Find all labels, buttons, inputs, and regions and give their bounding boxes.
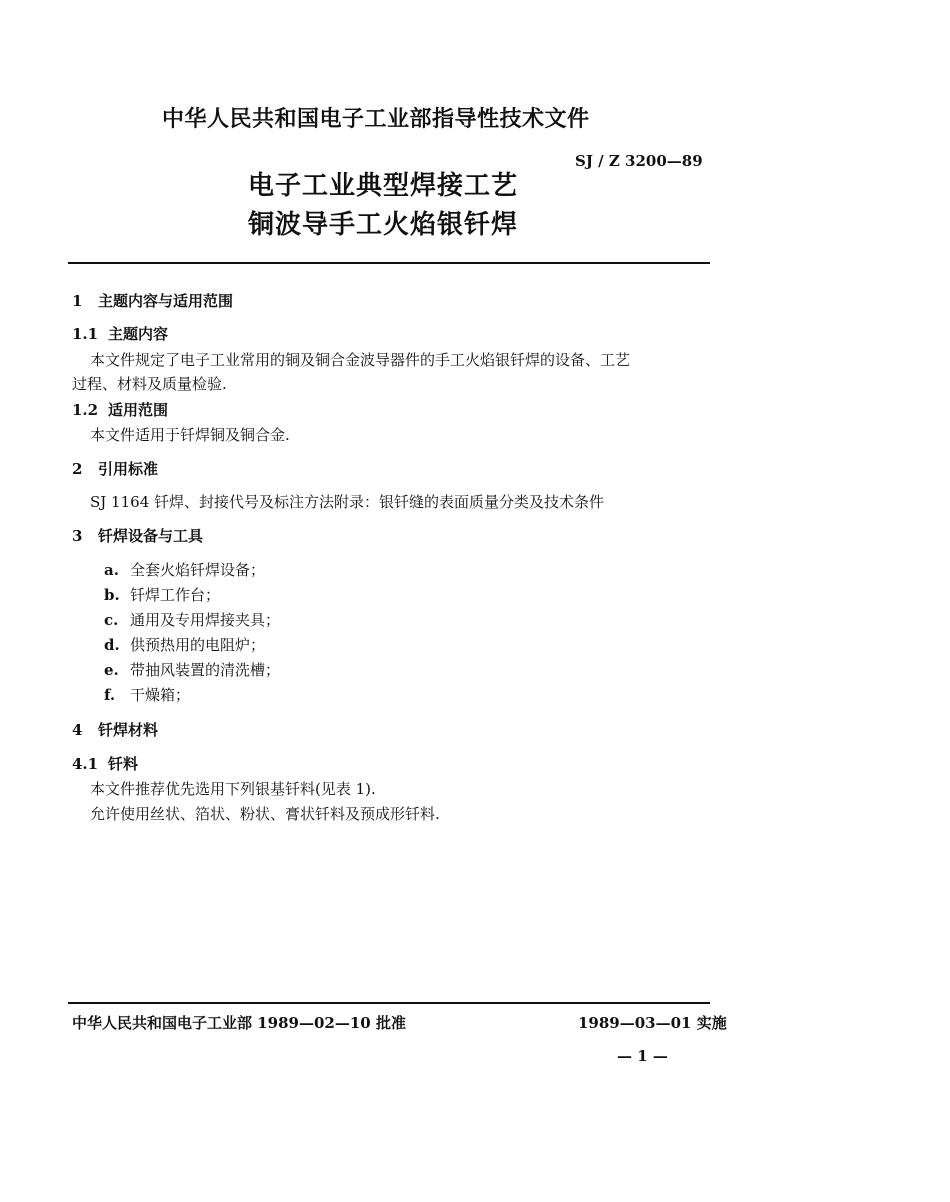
list-item	[104, 659, 280, 680]
referenced-standard: SJ 1164 钎焊、封接代号及标注方法附录：银钎缝的表面质量分类及技术条件	[90, 493, 605, 511]
section-2-heading	[72, 458, 158, 479]
document-title-line1: 电子工业典型焊接工艺	[248, 171, 519, 201]
issuing-organization: 中华人民共和国电子工业部指导性技术文件	[162, 106, 590, 132]
paragraph: 本文件适用于钎焊铜及铜合金.	[90, 426, 290, 444]
document-title-line2: 铜波导手工火焰银钎焊	[248, 210, 519, 240]
section-number: 1.2	[72, 401, 99, 419]
list-marker: f.	[104, 686, 116, 704]
section-1-heading	[72, 290, 233, 311]
standard-number: SJ / Z 3200—89	[575, 152, 703, 170]
list-item-text: 通用及专用焊接夹具；	[130, 611, 281, 629]
section-title: 钎焊材料	[98, 721, 159, 739]
section-title: 主题内容	[108, 325, 169, 343]
paragraph: 本文件推荐优先选用下列银基钎料(见表 1).	[90, 780, 376, 798]
list-item-text: 带抽风装置的清洗槽；	[130, 661, 281, 679]
section-1-2-heading	[72, 399, 168, 420]
paragraph: 允许使用丝状、箔状、粉状、膏状钎料及预成形钎料.	[90, 805, 440, 823]
section-number: 4	[72, 721, 83, 739]
header-divider	[68, 262, 710, 264]
list-marker: d.	[104, 636, 120, 654]
implementation-date: 1989—03—01 实施	[578, 1014, 727, 1032]
list-item	[104, 559, 265, 580]
approval-date: 中华人民共和国电子工业部 1989—02—10 批准	[72, 1014, 406, 1032]
section-title: 适用范围	[108, 401, 169, 419]
footer-divider	[68, 1002, 710, 1004]
section-3-heading	[72, 525, 203, 546]
list-item	[104, 609, 280, 630]
section-title: 引用标准	[98, 460, 159, 478]
section-4-heading	[72, 719, 158, 740]
list-item	[104, 584, 220, 605]
section-4-1-heading	[72, 753, 138, 774]
list-item	[104, 684, 190, 705]
section-number: 1	[72, 292, 83, 310]
paragraph: 本文件规定了电子工业常用的铜及铜合金波导器件的手工火焰银钎焊的设备、工艺	[90, 351, 631, 369]
section-title: 主题内容与适用范围	[98, 292, 234, 310]
section-title: 钎焊设备与工具	[98, 527, 204, 545]
section-number: 4.1	[72, 755, 99, 773]
list-item-text: 全套火焰钎焊设备；	[130, 561, 266, 579]
list-item-text: 干燥箱；	[130, 686, 191, 704]
list-item-text: 供预热用的电阻炉；	[130, 636, 266, 654]
section-1-1-heading	[72, 323, 168, 344]
section-number: 1.1	[72, 325, 99, 343]
list-marker: e.	[104, 661, 119, 679]
section-number: 3	[72, 527, 83, 545]
list-item-text: 钎焊工作台；	[130, 586, 221, 604]
page-number: — 1 —	[617, 1047, 668, 1065]
section-title: 钎料	[108, 755, 139, 773]
list-marker: b.	[104, 586, 120, 604]
paragraph: 过程、材料及质量检验.	[72, 375, 227, 393]
section-number: 2	[72, 460, 83, 478]
list-marker: c.	[104, 611, 119, 629]
list-item	[104, 634, 265, 655]
list-marker: a.	[104, 561, 119, 579]
